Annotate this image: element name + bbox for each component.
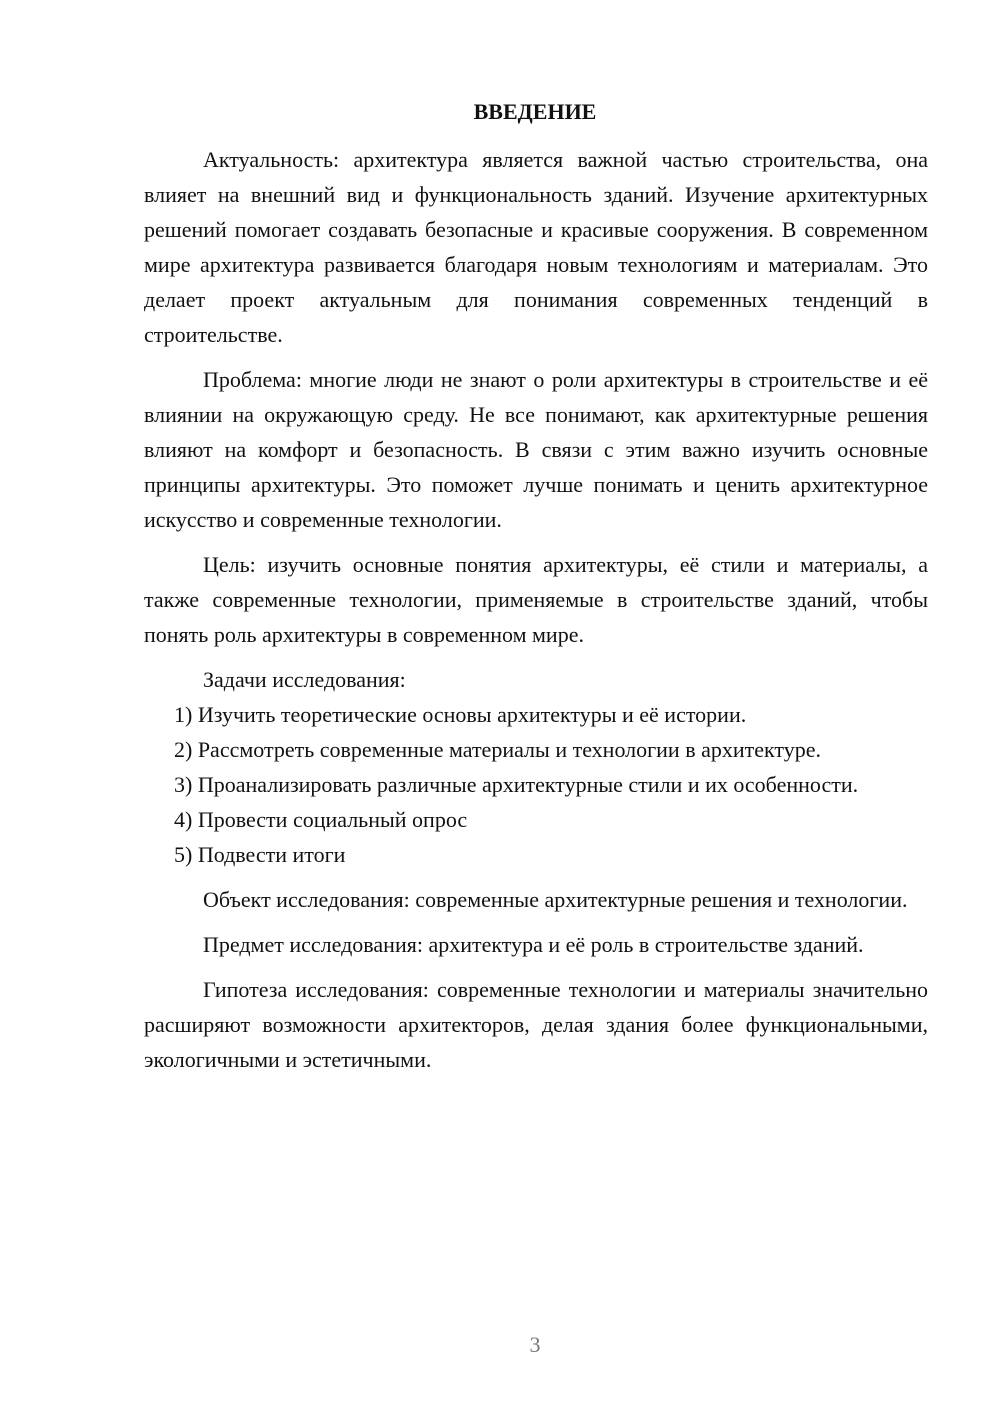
task-item: 2) Рассмотреть современные материалы и технологии в архитектуре.	[174, 737, 822, 762]
task-item: 5) Подвести итоги	[174, 842, 346, 867]
problem-paragraph: Проблема: многие люди не знают о роли архитектуры в строительстве и её влиянии на окружающую среду. Не все понимают, как архитектурные решения влияют на комфорт и безопасность. В связи с этим важно изучить основные принципы архитектуры. Это поможет лучше понимать и ценить архитектурное искусство и современные технологии.	[144, 367, 928, 532]
task-item: 4) Провести социальный опрос	[174, 807, 468, 832]
goal-paragraph: Цель: изучить основные понятия архитектуры, её стили и материалы, а также современные технологии, применяемые в строительстве зданий, чтобы понять роль архитектуры в современном мире.	[144, 552, 928, 647]
relevance-paragraph: Актуальность: архитектура является важной частью строительства, она влияет на внешний вид и функциональность зданий. Изучение архитектурных решений помогает создавать безопасные и красивые сооружения. В современном мире архитектура развивается благодаря новым технологиям и материалам. Это делает проект актуальным для понимания современных тенденций в строительстве.	[144, 147, 928, 347]
subject-paragraph: Предмет исследования: архитектура и её роль в строительстве зданий.	[203, 932, 864, 957]
object-paragraph: Объект исследования: современные архитектурные решения и технологии.	[203, 887, 908, 912]
page-number: 3	[529, 1332, 541, 1357]
task-item: 3) Проанализировать различные архитектурные стили и их особенности.	[174, 772, 859, 797]
tasks-heading: Задачи исследования:	[203, 667, 406, 692]
page-title: ВВЕДЕНИЕ	[473, 99, 597, 124]
hypothesis-paragraph: Гипотеза исследования: современные технологии и материалы значительно расширяют возможности архитекторов, делая здания более функциональными, экологичными и эстетичными.	[144, 977, 928, 1072]
task-item: 1) Изучить теоретические основы архитектуры и её истории.	[174, 702, 747, 727]
body-text	[144, 142, 928, 1077]
